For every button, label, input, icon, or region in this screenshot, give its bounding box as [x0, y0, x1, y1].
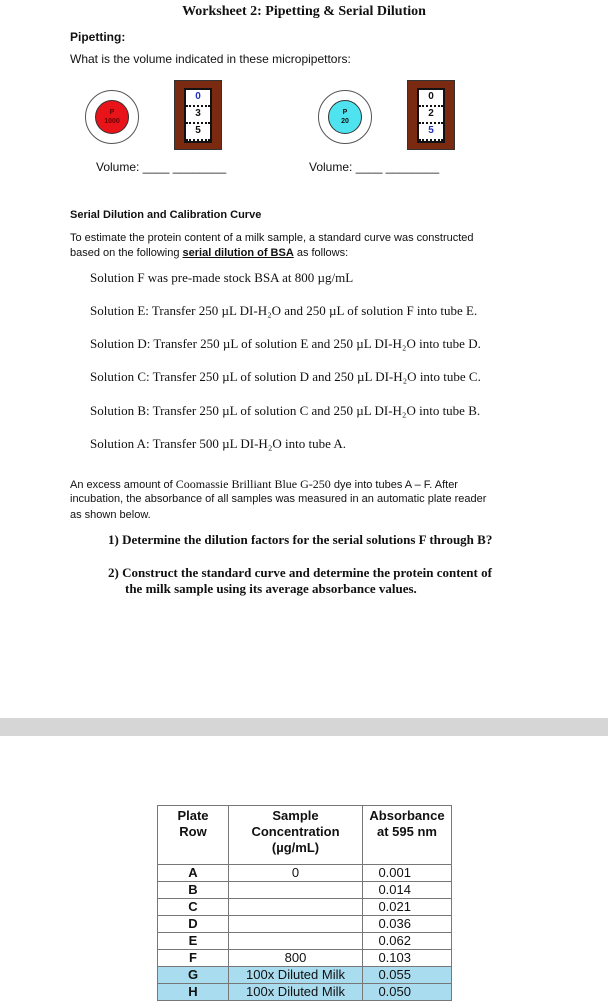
- cell-abs-v: 0.055: [363, 967, 452, 984]
- step-f: Solution F was pre-made stock BSA at 800 µg/mL: [90, 270, 354, 285]
- cell-row: F: [158, 950, 229, 967]
- cell-abs-v: 0.001: [363, 865, 452, 882]
- counter-digit: 0: [419, 90, 443, 107]
- question-2-cont: the milk sample using its average absorbance values.: [125, 581, 417, 596]
- cell-abs-v: 0.014: [363, 882, 452, 899]
- counter-digit: 3: [186, 107, 210, 124]
- cell-abs-v: 0.103: [363, 950, 452, 967]
- para-line-1: An excess amount of Coomassie Brilliant Blue G-250 dye into tubes A – F. After: [70, 477, 458, 491]
- pipette-knob-icon: P 1000: [95, 100, 129, 134]
- header-plate-row: Plate Row: [158, 806, 229, 865]
- pipette-knob-icon: P 20: [328, 100, 362, 134]
- table-row: [158, 916, 452, 933]
- pipette-dial-p20: [318, 90, 372, 144]
- serial-heading: Serial Dilution and Calibration Curve: [70, 209, 262, 221]
- table-row: [158, 899, 452, 916]
- pipetting-question: What is the volume indicated in these micropipettors:: [70, 52, 351, 66]
- cell-abs-v: 0.062: [363, 933, 452, 950]
- question-1: 1) Determine the dilution factors for the serial solutions F through B?: [108, 532, 493, 547]
- header-concentration: Sample Concentration (µg/mL): [229, 806, 363, 865]
- table-row: [158, 984, 452, 1001]
- cell-conc: 0: [229, 865, 363, 882]
- table-row: [158, 967, 452, 984]
- step-e: Solution E: Transfer 250 µL DI-H₂O and 250 µL of solution F into tube E.: [90, 303, 478, 318]
- absorbance-table: [157, 805, 452, 1001]
- step-b: Solution B: Transfer 250 µL of solution C and 250 µL DI-H₂O into tube B.: [90, 403, 481, 418]
- pipette-dial-p1000: [85, 90, 139, 144]
- cell-abs-v: 0.050: [363, 984, 452, 1001]
- counter-digit: 5: [186, 124, 210, 141]
- cell-conc: [229, 933, 363, 950]
- step-d: Solution D: Transfer 250 µL of solution E and 250 µL DI-H₂O into tube D.: [90, 336, 481, 351]
- question-2: 2) Construct the standard curve and determine the protein content of: [108, 565, 492, 580]
- para-line-2: incubation, the absorbance of all samples was measured in an automatic plate reader: [70, 493, 487, 505]
- cell-conc: [229, 899, 363, 916]
- cell-abs-v: 0.021: [363, 899, 452, 916]
- cell-row: D: [158, 916, 229, 933]
- table-row: [158, 865, 452, 882]
- cell-conc: [229, 916, 363, 933]
- counter-digit: 2: [419, 107, 443, 124]
- cell-conc: 800: [229, 950, 363, 967]
- table-row: [158, 950, 452, 967]
- cell-row: C: [158, 899, 229, 916]
- page-divider: [0, 718, 608, 736]
- step-c: Solution C: Transfer 250 µL of solution D and 250 µL DI-H₂O into tube C.: [90, 369, 481, 384]
- counter-digit: 5: [419, 124, 443, 141]
- table-row: [158, 882, 452, 899]
- cell-row: B: [158, 882, 229, 899]
- cell-row: E: [158, 933, 229, 950]
- cell-conc: 100x Diluted Milk: [229, 967, 363, 984]
- volume-answer-1: Volume: ____ ________: [96, 160, 227, 174]
- worksheet-title: Worksheet 2: Pipetting & Serial Dilution: [182, 4, 426, 19]
- volume-answer-2: Volume: ____ ________: [309, 160, 440, 174]
- intro-line-1: To estimate the protein content of a milk sample, a standard curve was constructed: [70, 232, 474, 244]
- pipetting-heading: Pipetting:: [70, 30, 126, 44]
- para-line-3: as shown below.: [70, 509, 151, 521]
- cell-row: H: [158, 984, 229, 1001]
- volume-counter-1: [174, 80, 222, 150]
- header-absorbance: Absorbance at 595 nm: [363, 806, 452, 865]
- step-a: Solution A: Transfer 500 µL DI-H₂O into tube A.: [90, 436, 347, 451]
- cell-conc: 100x Diluted Milk: [229, 984, 363, 1001]
- cell-row: G: [158, 967, 229, 984]
- table-row: [158, 933, 452, 950]
- counter-digit: 0: [186, 90, 210, 107]
- intro-line-2: based on the following serial dilution of BSA as follows:: [70, 247, 349, 259]
- cell-row: A: [158, 865, 229, 882]
- volume-counter-2: [407, 80, 455, 150]
- cell-abs-v: 0.036: [363, 916, 452, 933]
- serial-dilution-link: serial dilution of BSA: [182, 247, 294, 259]
- cell-conc: [229, 882, 363, 899]
